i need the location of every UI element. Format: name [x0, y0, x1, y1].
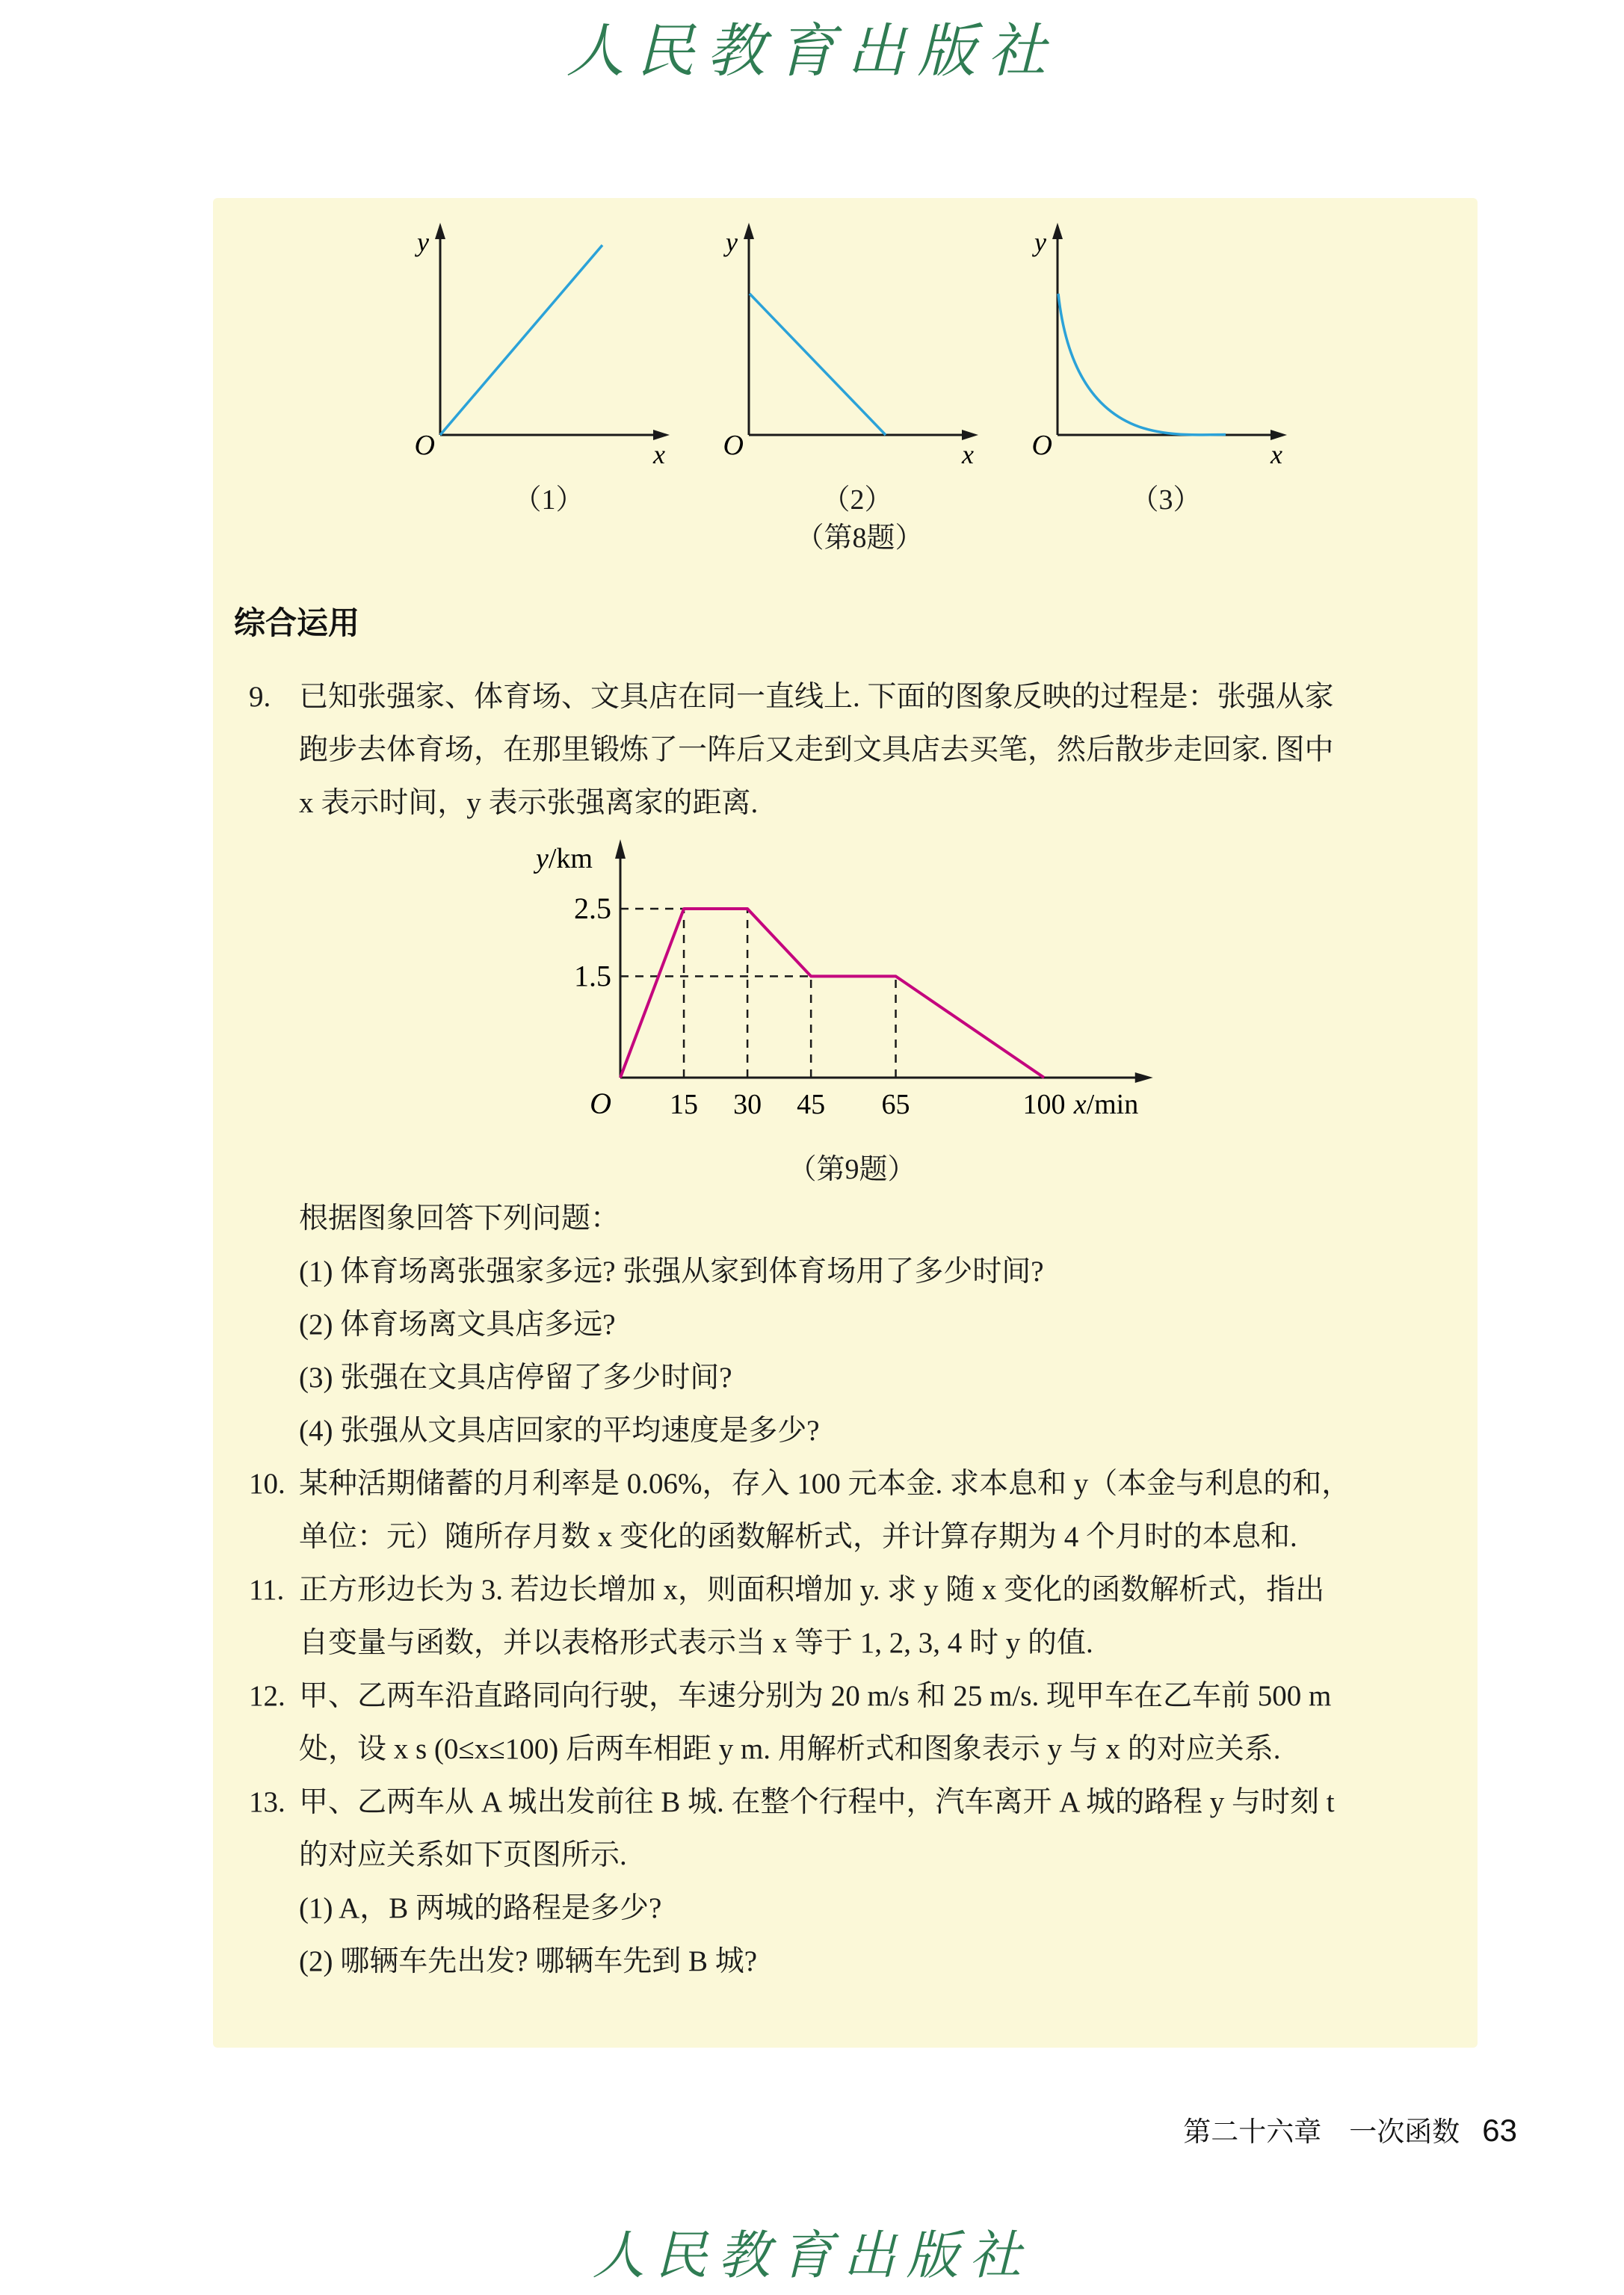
page-footer — [1183, 2109, 1517, 2149]
publisher-logo-top: 人民教育出版社 — [566, 18, 1058, 85]
x-axis-arrow-icon — [1271, 430, 1287, 440]
mini-chart-3 — [1024, 217, 1308, 493]
problem-text: 正方形边长为 3. 若边长增加 x，则面积增加 y. 求 y 随 x 变化的函数解析式，指出自变量与函数，并以表格形式表示当 x 等于 1, 2, 3, 4 时 y 的值. — [299, 1574, 1325, 1659]
figure9-caption: （第9题） — [788, 1154, 916, 1185]
x-axis-unit-label: x/min — [1073, 1089, 1139, 1120]
question-item-2: (2) 哪辆车先出发? 哪辆车先到 B 城? — [299, 1945, 758, 1977]
figure8-caption: （第8题） — [795, 522, 924, 554]
mini-chart-2 — [715, 217, 999, 493]
x-axis-label: x — [653, 439, 665, 469]
problem-number: 13. — [249, 1786, 285, 1818]
question-item-3: (3) 张强在文具店停留了多少时间? — [299, 1362, 732, 1394]
mini-chart-3-label: （3） — [1130, 484, 1202, 516]
origin-label: O — [723, 430, 744, 461]
x-tick-label: 30 — [733, 1089, 762, 1120]
y-axis-arrow-icon — [435, 223, 445, 239]
mini-chart-2-label: （2） — [821, 484, 893, 516]
x-axis-label: x — [1271, 439, 1282, 469]
problem-text: 某种活期储蓄的月利率是 0.06%，存入 100 元本金. 求本息和 y（本金与利息的和，单位：元）随所存月数 x 变化的函数解析式，并计算存期为 4 个月时的本息和. — [299, 1468, 1351, 1553]
curve-decay — [1058, 294, 1226, 435]
x-tick-label: 45 — [797, 1089, 826, 1120]
y-axis-label: y — [726, 227, 738, 257]
y-axis-label: y — [417, 227, 429, 257]
mini-chart-3-svg — [1024, 217, 1308, 493]
problem-9 — [249, 670, 1452, 830]
problem-13 — [249, 1776, 1452, 1882]
data-polyline — [620, 909, 1044, 1078]
mini-chart-2-svg — [715, 217, 999, 493]
problem-12 — [249, 1669, 1452, 1776]
y-axis-arrow-icon — [615, 839, 626, 859]
x-tick-label: 65 — [881, 1089, 910, 1120]
distance-time-chart — [508, 826, 1166, 1147]
x-tick-label: 100 — [1022, 1089, 1066, 1120]
origin-label: O — [1031, 430, 1052, 461]
y-axis-arrow-icon — [744, 223, 754, 239]
problem-text: 甲、乙两车沿直路同向行驶，车速分别为 20 m/s 和 25 m/s. 现甲车在乙车前 500 m 处，设 x s (0≤x≤100) 后两车相距 y m. 用解析式和图象表示 y 与 x 的对应关系. — [299, 1680, 1332, 1765]
x-axis-arrow-icon — [1135, 1072, 1153, 1083]
y-axis-unit-label: y/km — [536, 843, 593, 874]
mini-chart-1-label: （1） — [513, 484, 584, 516]
problem-number: 12. — [249, 1680, 285, 1712]
curve-increasing-line — [440, 245, 602, 435]
x-axis-arrow-icon — [653, 430, 670, 440]
x-axis-arrow-icon — [962, 430, 978, 440]
problem-number: 11. — [249, 1574, 285, 1606]
section-heading: 综合运用 — [234, 605, 360, 640]
y-axis-arrow-icon — [1052, 223, 1063, 239]
problem-11 — [249, 1563, 1452, 1669]
problem-text: 甲、乙两车从 A 城出发前往 B 城. 在整个行程中，汽车离开 A 城的路程 y 与时刻 t 的对应关系如下页图所示. — [299, 1786, 1335, 1871]
problem-10 — [249, 1457, 1452, 1563]
question-lead: 根据图象回答下列问题： — [299, 1202, 620, 1235]
y-axis-label: y — [1034, 227, 1046, 257]
curve-decreasing-line — [750, 294, 886, 435]
mini-chart-1 — [407, 217, 691, 493]
y-tick-label: 1.5 — [574, 959, 611, 993]
problem-number: 10. — [249, 1468, 285, 1500]
question-item-1: (1) A，B 两城的路程是多少? — [299, 1892, 662, 1924]
chapter-title: 第二十六章 一次函数 — [1183, 2117, 1460, 2148]
page-number: 63 — [1482, 2113, 1517, 2148]
question-item-4: (4) 张强从文具店回家的平均速度是多少? — [299, 1415, 820, 1447]
x-tick-label: 15 — [670, 1089, 699, 1120]
origin-label: O — [590, 1087, 611, 1120]
problem-number: 9. — [249, 681, 271, 713]
mini-chart-1-svg — [407, 217, 691, 493]
question-item-2: (2) 体育场离文具店多远? — [299, 1309, 616, 1341]
problem-text: 已知张强家、体育场、文具店在同一直线上. 下面的图象反映的过程是：张强从家跑步去体育场，在那里锻炼了一阵后又走到文具店去买笔，然后散步走回家. 图中 x 表示时间，y 表示张强离家的距离. — [299, 681, 1334, 819]
y-tick-label: 2.5 — [574, 892, 611, 925]
content-panel — [213, 198, 1478, 2048]
question-item-1: (1) 体育场离张强家多远? 张强从家到体育场用了多少时间? — [299, 1255, 1044, 1288]
publisher-logo-bottom: 人民教育出版社 — [592, 2225, 1032, 2286]
origin-label: O — [414, 430, 435, 461]
x-axis-label: x — [962, 439, 974, 469]
